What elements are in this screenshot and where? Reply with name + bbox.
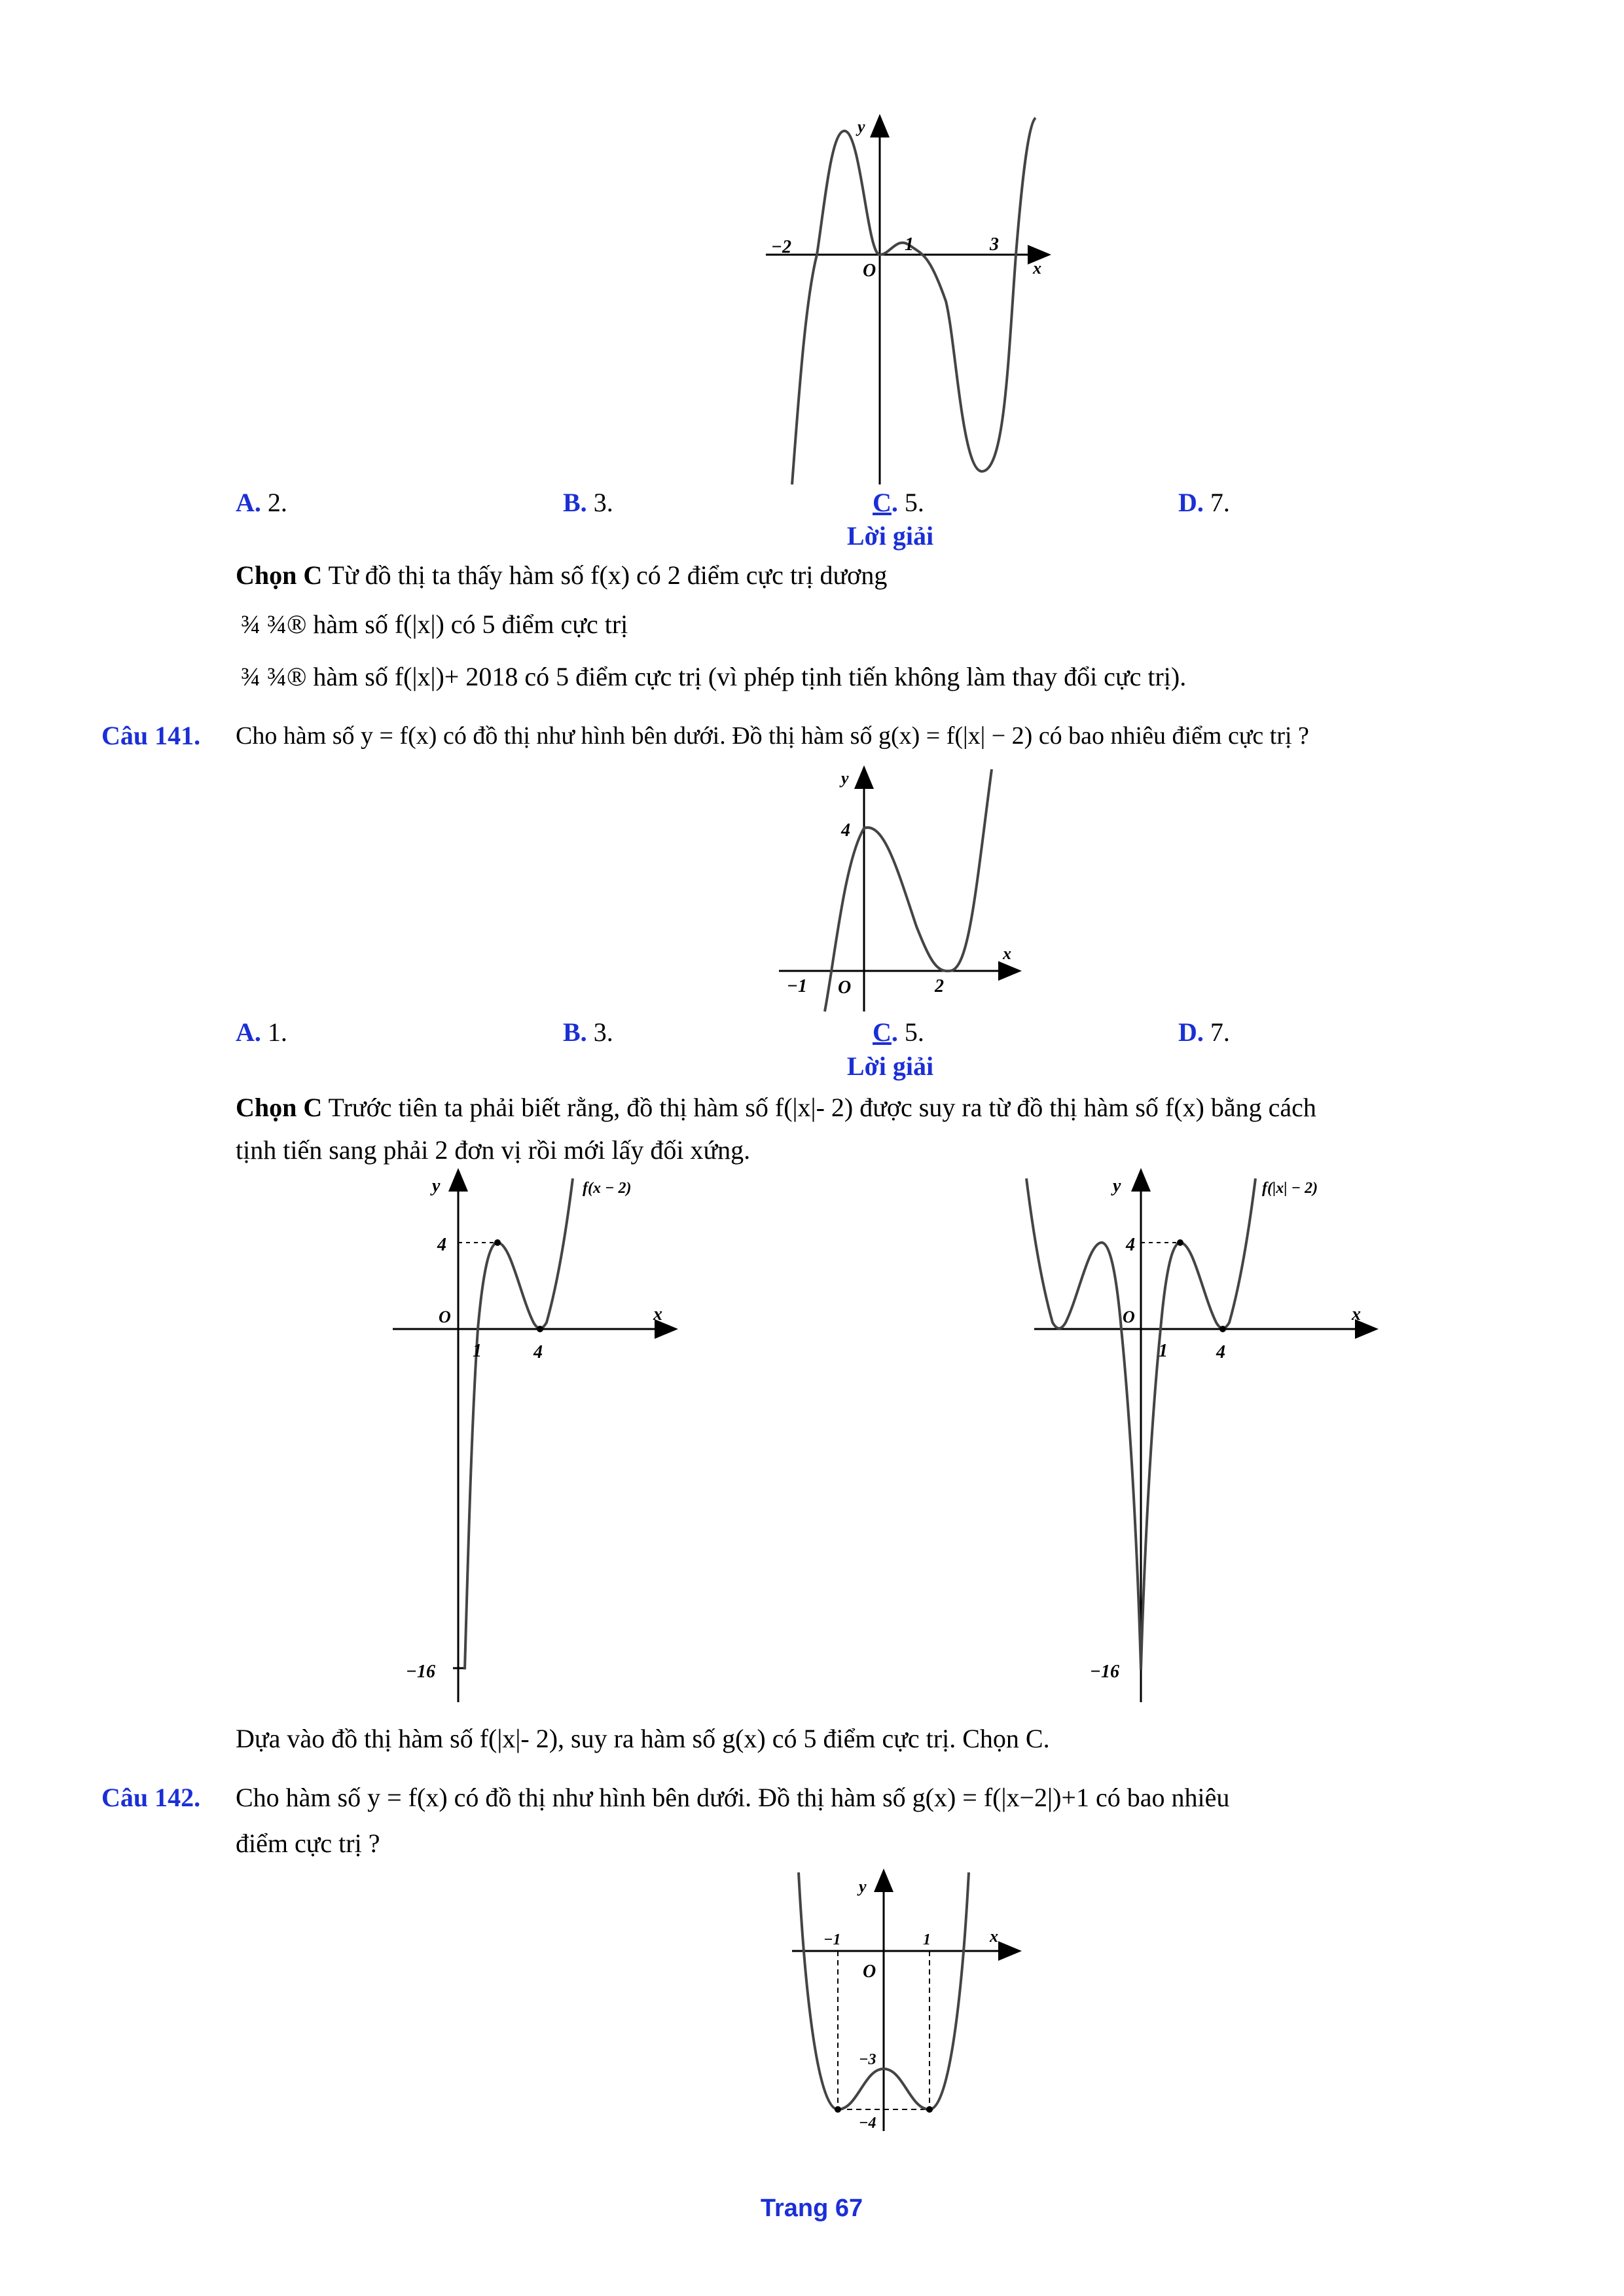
svg-text:f(x − 2): f(x − 2) bbox=[583, 1180, 632, 1197]
svg-text:−1: −1 bbox=[787, 976, 807, 996]
page-number: Trang 67 bbox=[760, 2195, 863, 2222]
curve-f-abs-x-minus-2 bbox=[1141, 1178, 1255, 1669]
q140-solution-line2: ¾ ¾® hàm số f(|x|) có 5 điểm cực trị bbox=[241, 610, 628, 639]
q141-solution-line2: tịnh tiến sang phải 2 đơn vị rồi mới lấy đối xứng. bbox=[236, 1135, 751, 1165]
q142-question-line1: Cho hàm số y = f(x) có đồ thị như hình bên dưới. Đồ thị hàm số g(x) = f(|x−2|)+1 có bao nhiêu bbox=[236, 1783, 1230, 1812]
svg-text:4: 4 bbox=[437, 1235, 446, 1255]
svg-text:O: O bbox=[863, 1961, 876, 1982]
q140-option-b: B. 3. bbox=[563, 488, 613, 517]
svg-text:−4: −4 bbox=[859, 2115, 876, 2132]
q140-solution-title: Lời giải bbox=[846, 521, 934, 551]
svg-text:x: x bbox=[1352, 1304, 1361, 1324]
curve-f bbox=[792, 118, 1036, 484]
svg-text:−16: −16 bbox=[1090, 1662, 1119, 1682]
q140-solution-line1: Chọn C Từ đồ thị ta thấy hàm số f(x) có 2 điểm cực trị dương bbox=[236, 560, 888, 590]
svg-text:−3: −3 bbox=[859, 2051, 876, 2068]
svg-text:4: 4 bbox=[1216, 1342, 1225, 1362]
svg-text:y: y bbox=[432, 1176, 441, 1196]
svg-text:4: 4 bbox=[533, 1342, 543, 1362]
svg-text:x: x bbox=[653, 1304, 662, 1324]
y-label: y bbox=[857, 117, 865, 136]
tick-neg2: −2 bbox=[771, 237, 791, 257]
svg-text:4: 4 bbox=[841, 820, 850, 841]
svg-text:−1: −1 bbox=[823, 1931, 841, 1948]
svg-text:y: y bbox=[859, 1877, 867, 1896]
svg-text:4: 4 bbox=[1126, 1235, 1135, 1255]
q141-option-b: B. 3. bbox=[563, 1017, 613, 1047]
svg-text:1: 1 bbox=[1159, 1341, 1168, 1361]
curve-f bbox=[825, 769, 992, 1011]
svg-text:f(|x| − 2): f(|x| − 2) bbox=[1262, 1180, 1318, 1197]
q141-graph bbox=[772, 763, 1034, 1018]
tick-3: 3 bbox=[990, 234, 999, 255]
q141-conclusion: Dựa vào đồ thị hàm số f(|x|- 2), suy ra hàm số g(x) có 5 điểm cực trị. Chọn C. bbox=[236, 1724, 1050, 1753]
q141-solution-line1: Chọn C Trước tiên ta phải biết rằng, đồ thị hàm số f(|x|- 2) được suy ra từ đồ thị hàm số f(x) bằng cách bbox=[236, 1093, 1316, 1122]
svg-text:y: y bbox=[1113, 1176, 1121, 1196]
q142-graph bbox=[785, 1866, 1034, 2134]
svg-text:2: 2 bbox=[935, 976, 944, 996]
svg-text:x: x bbox=[1003, 944, 1011, 963]
svg-text:O: O bbox=[1123, 1307, 1135, 1326]
q142-number: Câu 142. bbox=[101, 1783, 201, 1812]
q141-number: Câu 141. bbox=[101, 721, 201, 750]
svg-text:x: x bbox=[990, 1927, 998, 1946]
q141-solution-title: Lời giải bbox=[846, 1051, 934, 1081]
tick-1: 1 bbox=[905, 234, 914, 255]
svg-text:y: y bbox=[841, 769, 849, 788]
q141-left-graph bbox=[386, 1165, 687, 1709]
q141-option-c: C. 5. bbox=[873, 1017, 924, 1047]
q142-question-line2: điểm cực trị ? bbox=[236, 1829, 380, 1858]
q141-right-graph bbox=[1021, 1165, 1388, 1709]
x-label: x bbox=[1033, 259, 1041, 278]
q140-graph bbox=[759, 105, 1060, 498]
q141-question: Cho hàm số y = f(x) có đồ thị như hình bên dưới. Đồ thị hàm số g(x) = f(|x| − 2) có bao nhiêu điểm cực trị ? bbox=[236, 722, 1309, 750]
curve-f-x-minus-2 bbox=[465, 1178, 573, 1669]
q140-option-c: C. 5. bbox=[873, 488, 924, 517]
svg-text:1: 1 bbox=[473, 1341, 482, 1361]
q141-option-d: D. 7. bbox=[1178, 1017, 1230, 1047]
q141-option-a: A. 1. bbox=[236, 1017, 287, 1047]
origin-label: O bbox=[863, 261, 876, 281]
q140-option-a: A. 2. bbox=[236, 488, 287, 517]
svg-text:1: 1 bbox=[923, 1931, 931, 1948]
svg-text:O: O bbox=[439, 1307, 451, 1326]
svg-text:−16: −16 bbox=[406, 1662, 435, 1682]
svg-text:O: O bbox=[838, 977, 852, 998]
q140-solution-line3: ¾ ¾® hàm số f(|x|)+ 2018 có 5 điểm cực trị (vì phép tịnh tiến không làm thay đổi cực trị). bbox=[241, 662, 1187, 691]
q140-option-d: D. 7. bbox=[1178, 488, 1230, 517]
